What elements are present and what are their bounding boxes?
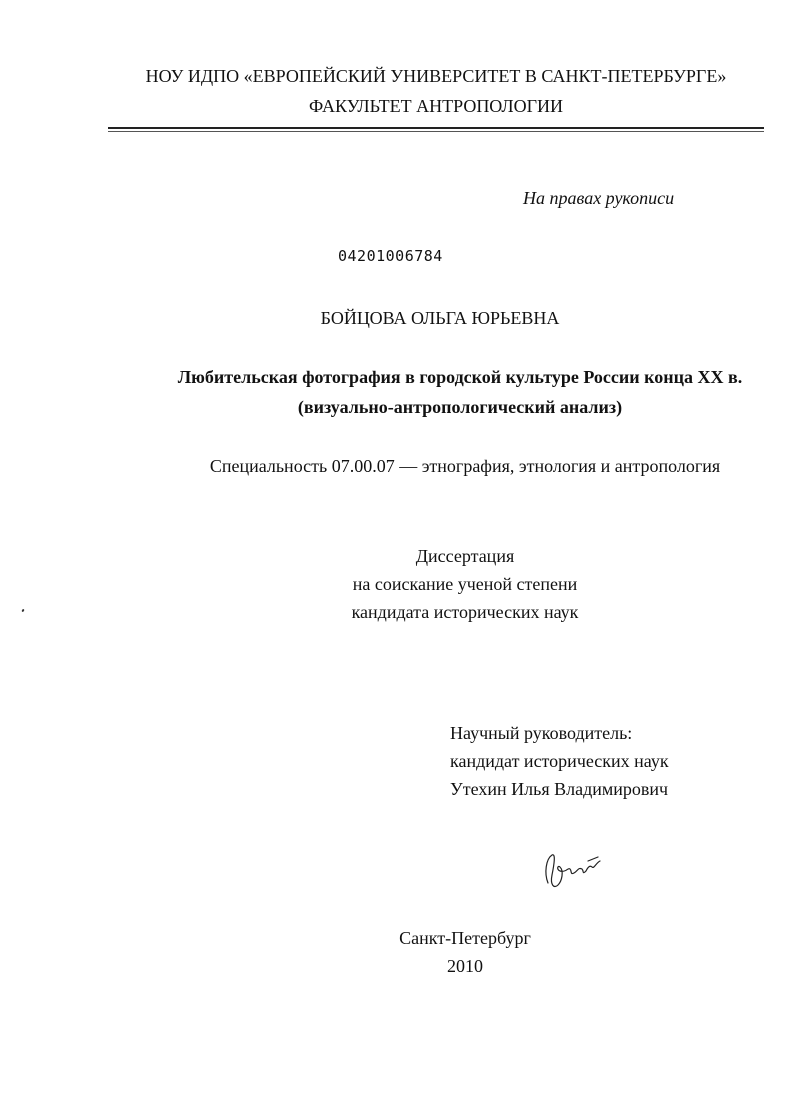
degree-purpose: на соискание ученой степени <box>352 574 578 594</box>
specialty: Специальность 07.00.07 — этнография, этнология и антропология <box>209 456 721 476</box>
signature-image <box>540 845 610 895</box>
city: Санкт-Петербург <box>399 928 531 948</box>
supervisor-label: Научный руководитель: <box>450 723 633 743</box>
year: 2010 <box>447 956 483 976</box>
institution-name: НОУ ИДПО «ЕВРОПЕЙСКИЙ УНИВЕРСИТЕТ В САНКТ-ПЕТЕРБУРГЕ» <box>145 66 727 86</box>
header-rule-thin <box>108 131 764 132</box>
author-name: БОЙЦОВА ОЛЬГА ЮРЬЕВНА <box>320 308 560 328</box>
dissertation-title-line1: Любительская фотография в городской культуре России конца XX в. <box>177 367 743 387</box>
degree-name: кандидата исторических наук <box>351 602 579 622</box>
manuscript-note: На правах рукописи <box>523 188 675 208</box>
supervisor-name: Утехин Илья Владимирович <box>450 779 669 799</box>
dissertation-label: Диссертация <box>415 546 515 566</box>
registration-number: 04201006784 <box>338 247 443 265</box>
faculty-name: ФАКУЛЬТЕТ АНТРОПОЛОГИИ <box>308 96 564 116</box>
dissertation-title-line2: (визуально-антропологический анализ) <box>297 397 623 417</box>
header-rule <box>108 127 764 129</box>
scan-mark <box>21 609 24 613</box>
supervisor-degree: кандидат исторических наук <box>450 751 669 771</box>
